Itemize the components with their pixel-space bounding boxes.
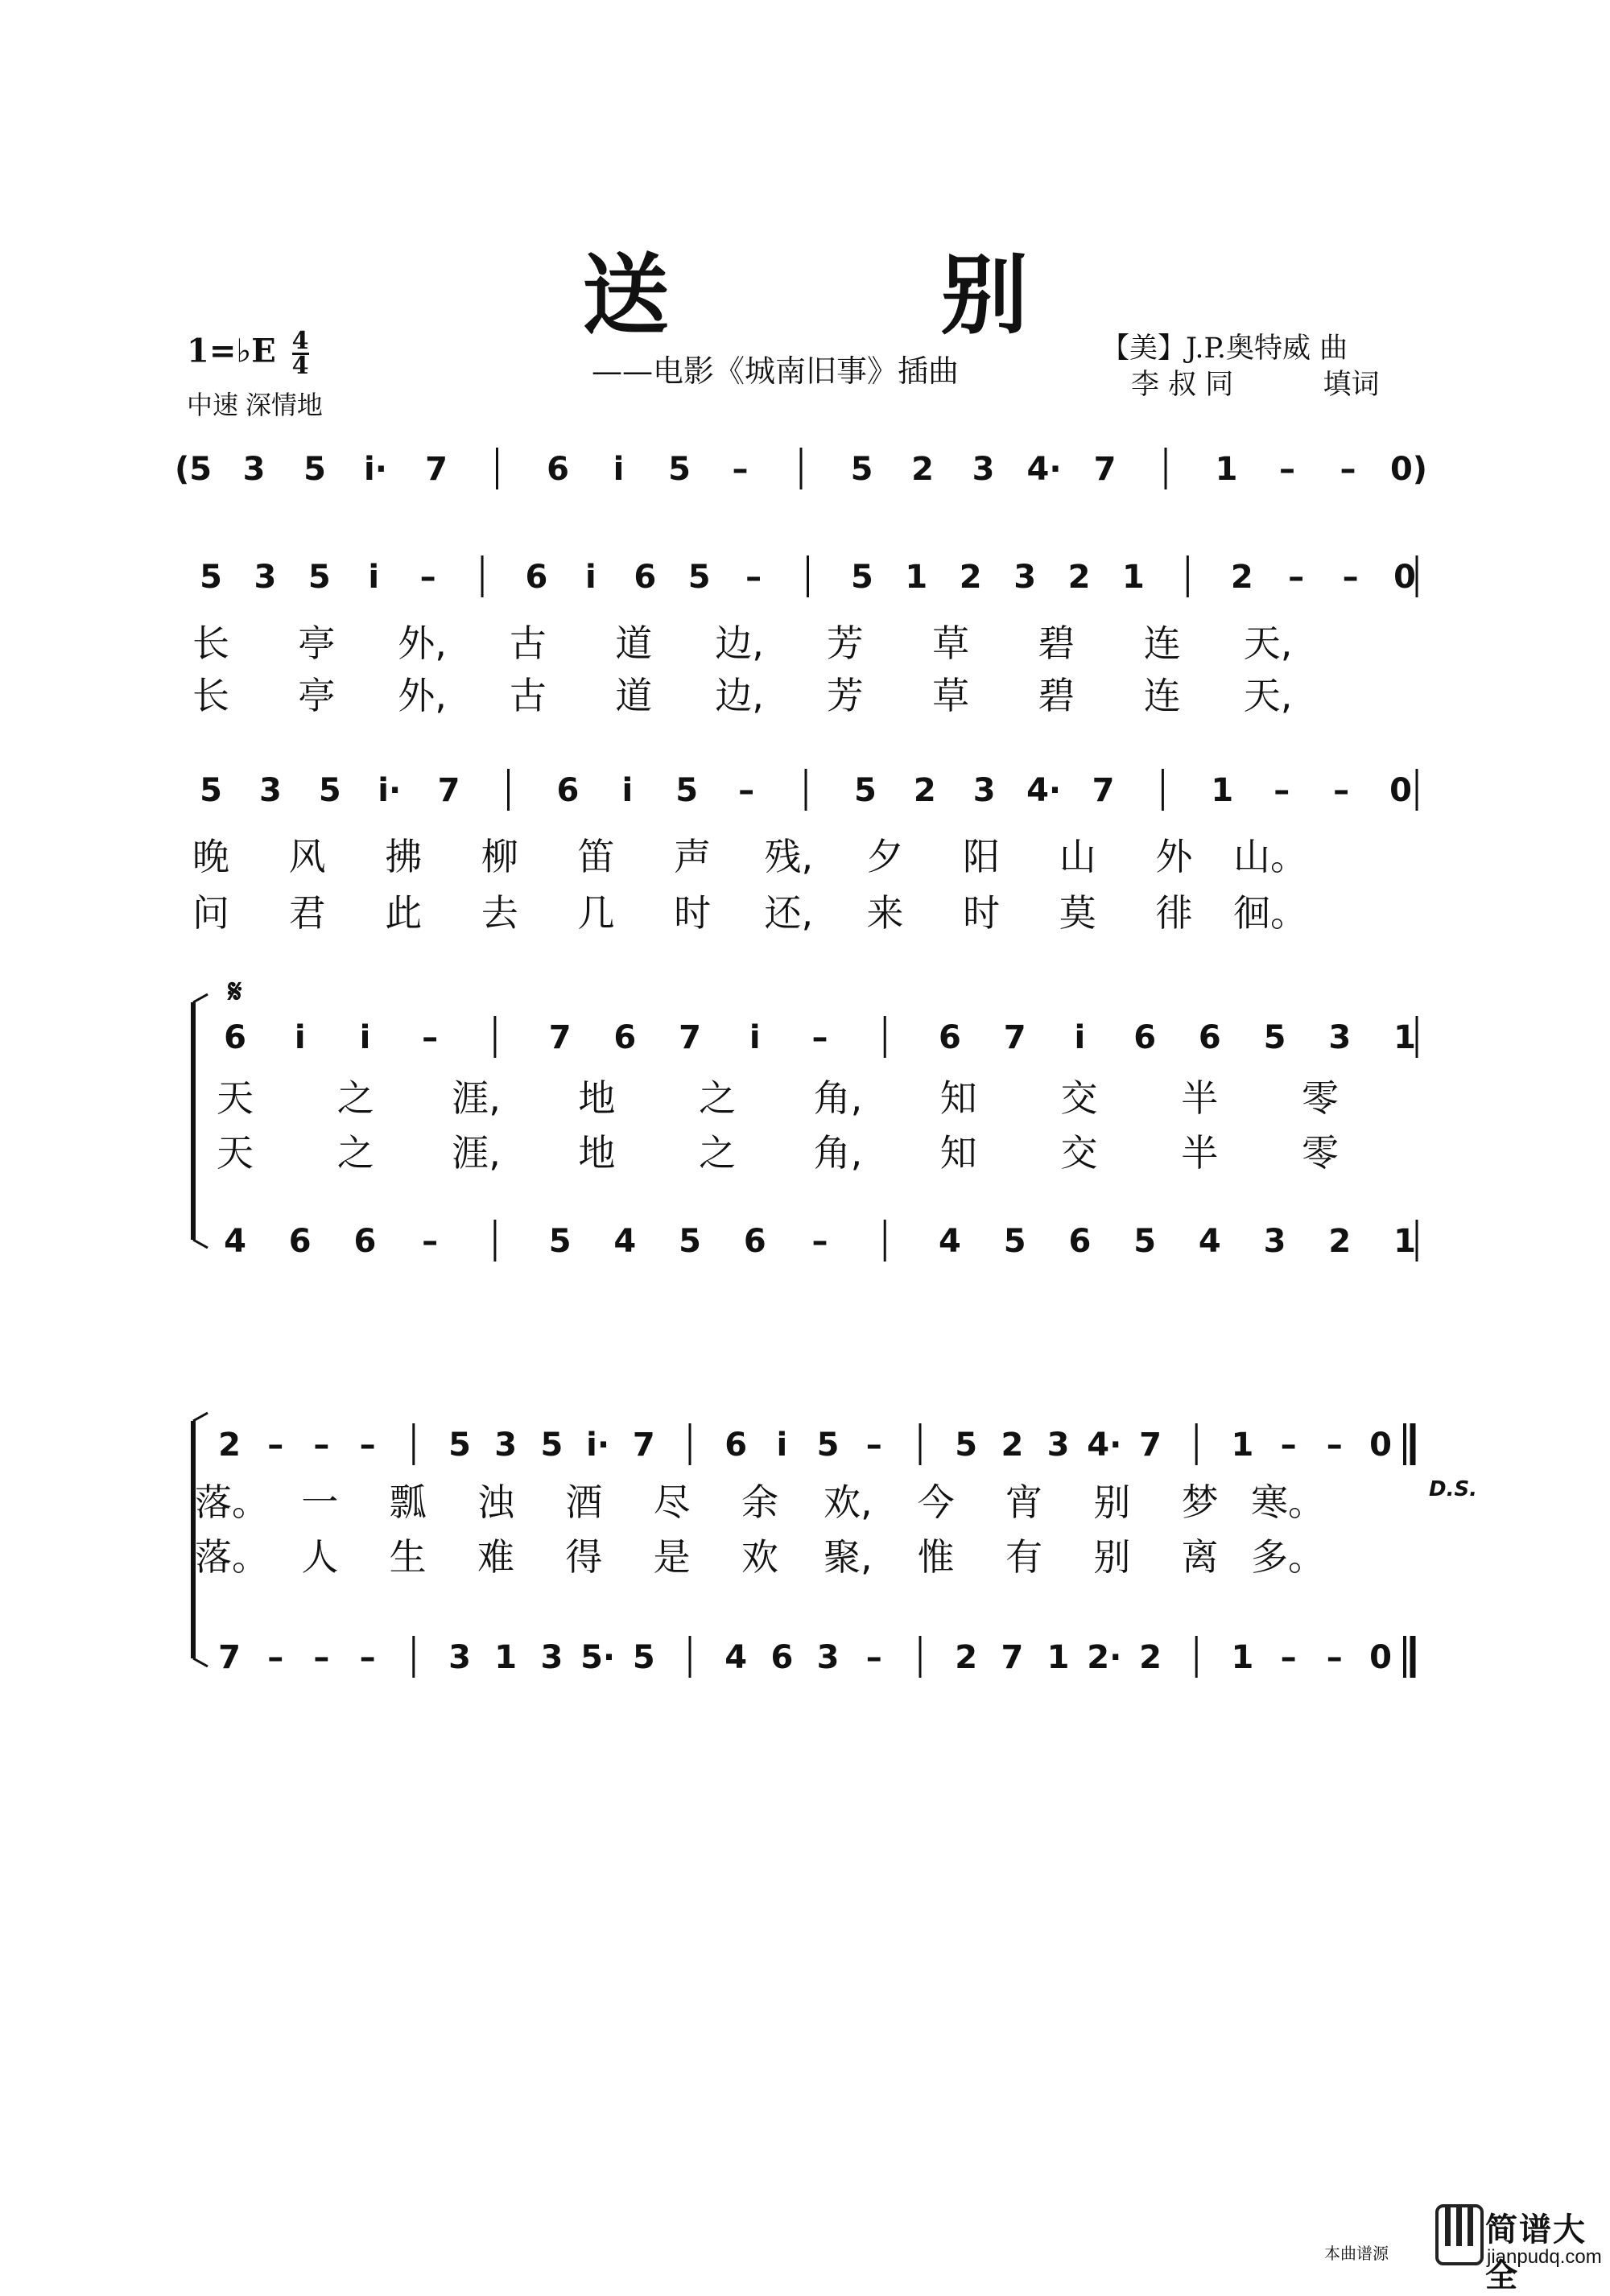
lyric-verse1: 亭 (298, 621, 336, 665)
note: i (621, 772, 634, 809)
note: 5 (303, 451, 326, 488)
lyric-verse1: 外, (398, 621, 447, 665)
lyric-verse2: 边, (715, 674, 764, 717)
lyric-verse1: 交 (1060, 1076, 1098, 1120)
note: 2 (1328, 1223, 1352, 1260)
lyric-verse1: 寒。 (1251, 1480, 1325, 1524)
note: 3 (1263, 1223, 1286, 1260)
note: 4 (224, 1223, 246, 1260)
note: 7 (1139, 1427, 1162, 1464)
lyric-verse2: 连 (1143, 674, 1181, 717)
note: – (732, 451, 749, 488)
note: 3 (1046, 1427, 1070, 1464)
lyric-verse2: 欢 (741, 1535, 778, 1579)
lyric-verse1: 尽 (653, 1480, 691, 1524)
dal-segno-mark: D.S. (1429, 1477, 1478, 1501)
lyric-verse1: 天 (217, 1076, 254, 1120)
lyric-verse1: 拂 (385, 835, 423, 878)
lyric-verse1: 天, (1243, 621, 1293, 665)
note: 5· (580, 1639, 616, 1676)
note: 1 (1215, 451, 1238, 488)
lyric-verse2: 零 (1302, 1131, 1339, 1175)
note: 6 (288, 1223, 312, 1260)
note: – (1342, 559, 1359, 596)
note: 5 (448, 1427, 471, 1464)
note: 5 (200, 559, 222, 596)
lyric-verse2: 惟 (917, 1535, 955, 1579)
lyric-verse1: 外 (1155, 835, 1193, 878)
note: – (1340, 451, 1356, 488)
tempo-marking: 中速 深情地 (187, 390, 323, 419)
lyric-verse1: 半 (1181, 1076, 1219, 1120)
lyric-verse1: 落。 (195, 1480, 269, 1524)
note: 4· (1087, 1427, 1122, 1464)
lyric-verse1: 一 (301, 1480, 339, 1524)
lyric-verse2: 几 (577, 891, 615, 935)
lyric-verse1: 古 (509, 621, 547, 665)
note: 3 (494, 1427, 518, 1464)
note: 1 (1393, 1019, 1416, 1056)
lyric-verse2: 之 (336, 1131, 374, 1175)
note: (5 (174, 451, 213, 488)
lyric-verse2: 多。 (1251, 1535, 1325, 1579)
lyric-verse1: 宵 (1005, 1480, 1042, 1524)
note: – (1280, 1427, 1297, 1464)
note: 2 (911, 451, 934, 488)
lyric-verse2: 半 (1181, 1131, 1219, 1175)
note: 7 (548, 1019, 572, 1056)
note: – (1326, 1427, 1343, 1464)
key-label: 1=♭E (187, 332, 276, 370)
note: 6 (770, 1639, 794, 1676)
lyric-verse1: 夕 (866, 835, 904, 878)
note: 7 (425, 451, 448, 488)
note: – (1279, 451, 1295, 488)
note: 2· (1087, 1639, 1122, 1676)
lyric-verse1: 地 (578, 1076, 616, 1120)
note: 7 (1003, 1019, 1026, 1056)
lyric-verse1: 笛 (577, 835, 615, 878)
lyric-verse2: 徊。 (1233, 891, 1307, 935)
note: – (419, 559, 436, 596)
lyric-verse2: 得 (565, 1535, 603, 1579)
lyric-verse2: 徘 (1155, 891, 1193, 935)
lyric-verse2: 涯, (452, 1131, 501, 1175)
note: 7 (1093, 451, 1117, 488)
system-bracket (193, 1240, 208, 1248)
note: 2 (1230, 559, 1253, 596)
note: 4 (1198, 1223, 1221, 1260)
note: 5 (1133, 1223, 1157, 1260)
note: 0 (1369, 1427, 1392, 1464)
piano-keys-icon (1435, 2203, 1484, 2267)
lyric-verse2: 莫 (1059, 891, 1096, 935)
note: i (368, 559, 380, 596)
lyric-verse2: 草 (932, 674, 970, 717)
note: 6 (1133, 1019, 1157, 1056)
note: 2 (1139, 1639, 1162, 1676)
note: – (359, 1427, 376, 1464)
note: 4· (1026, 772, 1062, 809)
lyric-verse2: 有 (1005, 1535, 1042, 1579)
lyric-verse1: 欢, (824, 1480, 873, 1524)
lyric-verse1: 之 (336, 1076, 374, 1120)
composer-credit: 【美】J.P.奥特威 曲 (1101, 332, 1348, 365)
lyric-verse2: 难 (477, 1535, 514, 1579)
note: – (313, 1427, 330, 1464)
note: 2 (218, 1427, 241, 1464)
lyric-verse1: 角, (813, 1076, 863, 1120)
note: 0 (1369, 1639, 1392, 1676)
note: i· (586, 1427, 610, 1464)
note: 6 (547, 451, 569, 488)
note: – (267, 1427, 284, 1464)
lyric-verse1: 草 (932, 621, 970, 665)
note: – (1288, 559, 1305, 596)
note: 3 (816, 1639, 840, 1676)
note: – (359, 1639, 376, 1676)
lyric-verse2: 交 (1060, 1131, 1098, 1175)
lyric-verse1: 酒 (565, 1480, 603, 1524)
note: 2 (959, 559, 982, 596)
lyric-verse2: 生 (389, 1535, 427, 1579)
lyric-verse1: 梦 (1181, 1480, 1219, 1524)
note: 2 (913, 772, 936, 809)
note: 5 (816, 1427, 840, 1464)
note: 3 (972, 451, 995, 488)
note: 3 (258, 772, 282, 809)
lyric-verse1: 晚 (192, 835, 229, 878)
note: – (267, 1639, 284, 1676)
note: – (422, 1019, 439, 1056)
note: 3 (972, 772, 996, 809)
note: 6 (525, 559, 548, 596)
note: 5 (679, 1223, 701, 1260)
note: 0 (1389, 772, 1412, 809)
note: – (811, 1019, 828, 1056)
logo-title: 简谱大全 (1485, 2211, 1587, 2294)
note: 4 (724, 1639, 748, 1676)
note: 5 (668, 451, 691, 488)
lyric-verse2: 是 (653, 1535, 691, 1579)
lyric-verse2: 人 (301, 1535, 339, 1579)
note: 5 (200, 772, 222, 809)
lyric-verse1: 零 (1302, 1076, 1339, 1120)
note: 5 (955, 1427, 978, 1464)
note: 5 (1003, 1223, 1026, 1260)
lyric-verse1: 道 (615, 621, 653, 665)
note: i (359, 1019, 371, 1056)
note: 7 (437, 772, 460, 809)
note: 3 (1328, 1019, 1352, 1056)
note: 3 (448, 1639, 471, 1676)
lyric-verse2: 芳 (826, 674, 864, 717)
note: i· (378, 772, 402, 809)
note: 1 (905, 559, 928, 596)
note: 6 (1068, 1223, 1092, 1260)
lyric-verse2: 还, (764, 891, 814, 935)
note: 6 (743, 1223, 766, 1260)
lyric-verse2: 时 (963, 891, 1001, 935)
note: – (1280, 1639, 1297, 1676)
note: 5 (632, 1639, 655, 1676)
note: 7 (1092, 772, 1115, 809)
lyric-verse2: 此 (385, 891, 423, 935)
note: 7 (679, 1019, 701, 1056)
logo-url: jianpudq.com (1487, 2246, 1602, 2268)
note: 1 (494, 1639, 518, 1676)
note: 4· (1026, 451, 1062, 488)
note: – (865, 1639, 882, 1676)
time-signature: $\frac{4}{4}$ (291, 327, 309, 380)
lyric-verse1: 风 (288, 835, 326, 878)
lyric-verse2: 古 (509, 674, 547, 717)
system-bracket (193, 1413, 208, 1421)
note: 5 (675, 772, 699, 809)
segno-sign: 𝄋 (228, 973, 242, 1010)
note: 3 (254, 559, 277, 596)
system-bracket (193, 994, 208, 1002)
note: 3 (242, 451, 266, 488)
note: i (749, 1019, 761, 1056)
note: 1 (1122, 559, 1145, 596)
lyric-verse1: 浊 (477, 1480, 514, 1524)
note: 0 (1393, 559, 1416, 596)
lyric-verse2: 亭 (298, 674, 336, 717)
lyric-verse2: 知 (939, 1131, 977, 1175)
note: – (1274, 772, 1290, 809)
lyric-verse2: 之 (699, 1131, 737, 1175)
note: 3 (1013, 559, 1037, 596)
lyricist-credit: 李 叔 同 填词 (1131, 369, 1380, 401)
lyric-verse2: 道 (615, 674, 653, 717)
note: – (1333, 772, 1350, 809)
note: 6 (724, 1427, 748, 1464)
note: i· (364, 451, 387, 488)
note: 0) (1389, 451, 1428, 488)
note: 6 (939, 1019, 961, 1056)
note: i (1074, 1019, 1086, 1056)
note: 5 (548, 1223, 572, 1260)
lyric-verse2: 别 (1093, 1535, 1131, 1579)
note: 7 (632, 1427, 655, 1464)
lyric-verse2: 天 (217, 1131, 254, 1175)
note: 6 (1198, 1019, 1221, 1056)
lyric-verse1: 余 (741, 1480, 778, 1524)
note: 5 (850, 559, 873, 596)
lyric-verse2: 来 (866, 891, 904, 935)
lyric-verse2: 去 (481, 891, 518, 935)
note: 1 (1046, 1639, 1070, 1676)
lyric-verse2: 碧 (1038, 674, 1075, 717)
song-subtitle: ——电影《城南旧事》插曲 (592, 353, 960, 389)
note: 5 (318, 772, 341, 809)
lyric-verse2: 角, (813, 1131, 863, 1175)
note: 6 (353, 1223, 377, 1260)
lyric-verse1: 连 (1143, 621, 1181, 665)
lyric-verse1: 长 (192, 621, 229, 665)
note: 6 (556, 772, 580, 809)
lyric-verse2: 外, (398, 674, 447, 717)
lyric-verse2: 地 (578, 1131, 616, 1175)
lyric-verse1: 声 (674, 835, 712, 878)
note: – (313, 1639, 330, 1676)
note: i (613, 451, 625, 488)
note: 5 (308, 559, 331, 596)
note: 6 (634, 559, 657, 596)
note: 1 (1393, 1223, 1416, 1260)
lyric-verse2: 长 (192, 674, 229, 717)
lyric-verse1: 阳 (963, 835, 1001, 878)
note: 2 (1067, 559, 1091, 596)
lyric-verse1: 今 (917, 1480, 955, 1524)
note: 1 (1231, 1639, 1254, 1676)
footer-note: 本曲谱源 (1324, 2245, 1389, 2263)
note: 7 (218, 1639, 241, 1676)
note: i (776, 1427, 788, 1464)
note: 6 (224, 1019, 246, 1056)
note: 2 (955, 1639, 978, 1676)
lyric-verse1: 柳 (481, 835, 518, 878)
note: 5 (853, 772, 877, 809)
lyric-verse1: 之 (699, 1076, 737, 1120)
note: 6 (613, 1019, 637, 1056)
note: – (1326, 1639, 1343, 1676)
lyric-verse1: 芳 (826, 621, 864, 665)
note: – (745, 559, 762, 596)
note: 5 (687, 559, 711, 596)
note: 5 (850, 451, 873, 488)
note: – (422, 1223, 439, 1260)
lyric-verse1: 知 (939, 1076, 977, 1120)
lyric-verse1: 山。 (1233, 835, 1307, 878)
lyric-verse2: 聚, (824, 1535, 873, 1579)
note: 5 (540, 1427, 564, 1464)
lyric-verse1: 碧 (1038, 621, 1075, 665)
note: i (294, 1019, 306, 1056)
note: 1 (1231, 1427, 1254, 1464)
lyric-verse1: 涯, (452, 1076, 501, 1120)
note: i (585, 559, 597, 596)
note: – (811, 1223, 828, 1260)
lyric-verse1: 别 (1093, 1480, 1131, 1524)
lyric-verse1: 山 (1059, 835, 1096, 878)
note: 2 (1001, 1427, 1024, 1464)
note: 7 (1001, 1639, 1024, 1676)
note: – (738, 772, 755, 809)
note: 1 (1211, 772, 1234, 809)
lyric-verse1: 残, (764, 835, 814, 878)
note: 4 (613, 1223, 637, 1260)
system-bracket (193, 1658, 208, 1666)
lyric-verse1: 边, (715, 621, 764, 665)
lyric-verse2: 君 (288, 891, 326, 935)
note: 3 (540, 1639, 564, 1676)
lyric-verse2: 落。 (195, 1535, 269, 1579)
note: 4 (939, 1223, 961, 1260)
note: – (865, 1427, 882, 1464)
lyric-verse2: 问 (192, 891, 229, 935)
lyric-verse2: 时 (674, 891, 712, 935)
note: 5 (1263, 1019, 1286, 1056)
lyric-verse1: 瓢 (389, 1480, 427, 1524)
lyric-verse2: 天, (1243, 674, 1293, 717)
lyric-verse2: 离 (1181, 1535, 1219, 1579)
song-title: 送 别 (582, 245, 1149, 346)
